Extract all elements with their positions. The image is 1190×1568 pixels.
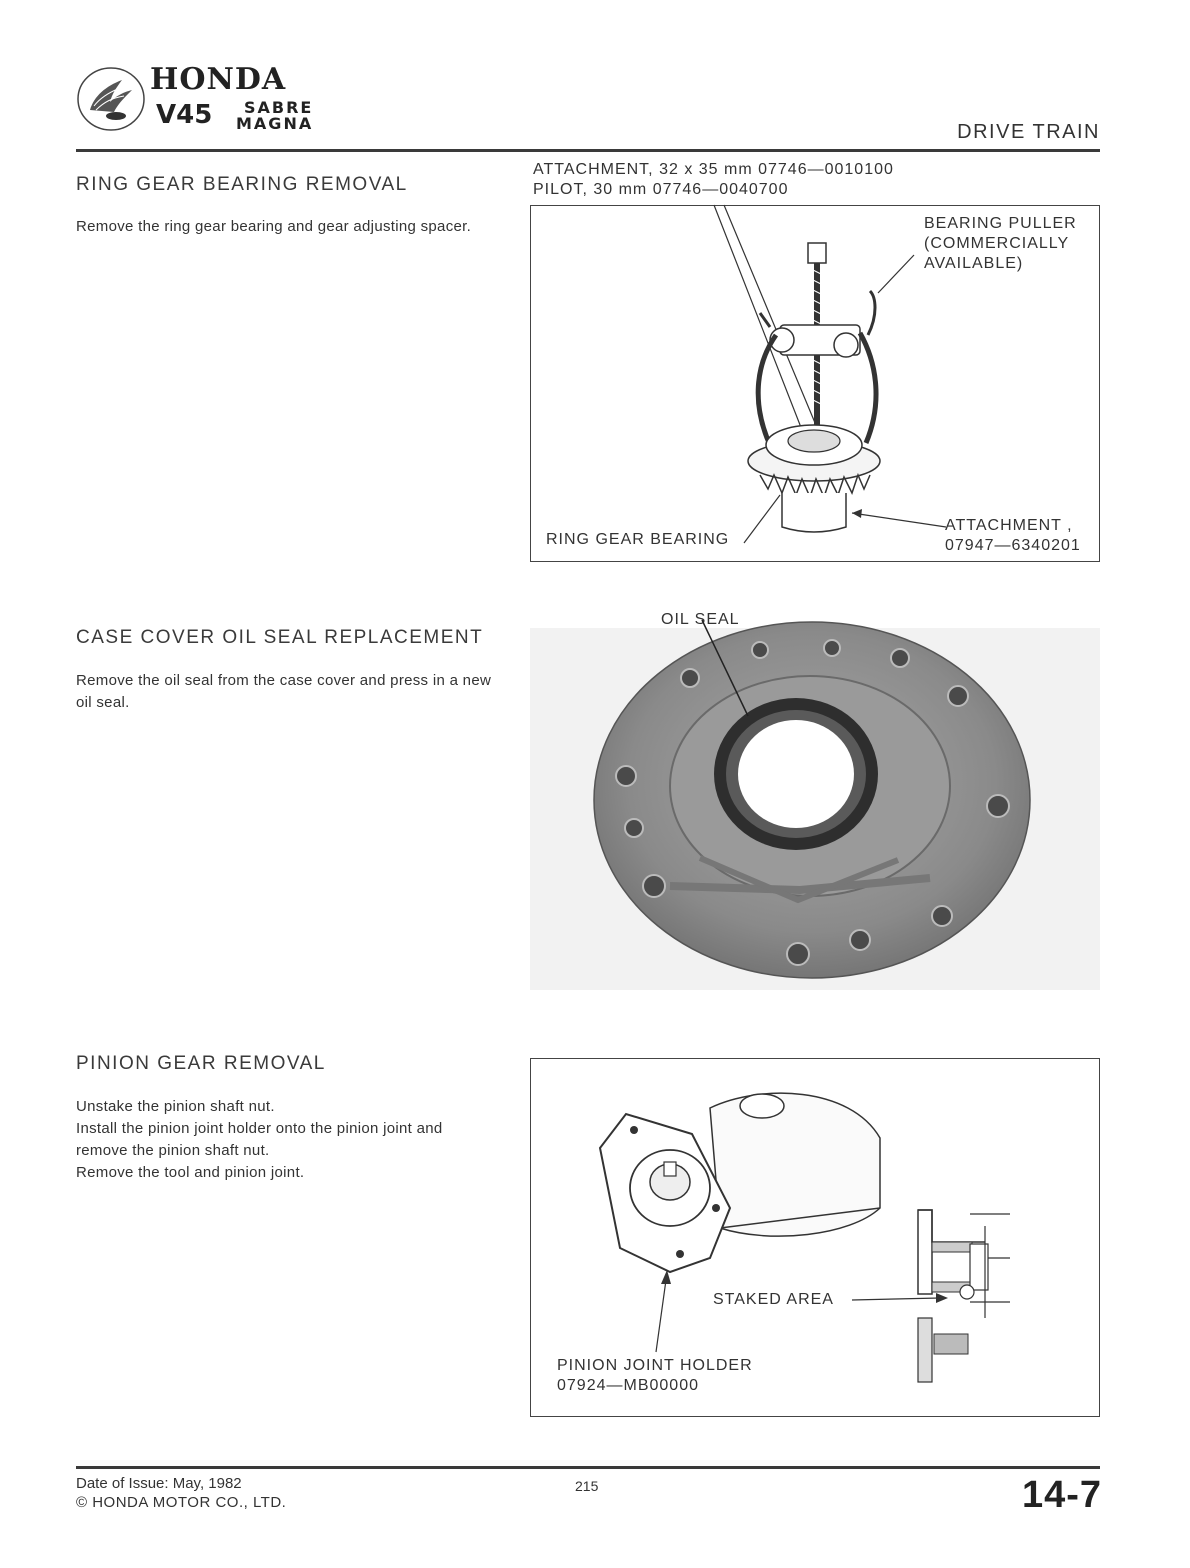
- section-title: RING GEAR BEARING REMOVAL: [76, 174, 408, 195]
- case-cover-photo: [530, 628, 1100, 990]
- callout-attachment: [945, 516, 1081, 556]
- honda-wing-logo-icon: [76, 66, 146, 132]
- section-body: [76, 670, 496, 714]
- body-paragraph: Unstake the pinion shaft nut.: [76, 1098, 275, 1115]
- logo-sub-magna: MAGNA: [236, 114, 314, 133]
- logo-sub-sabre: SABRE: [244, 98, 314, 117]
- body-paragraph: Remove the ring gear bearing and gear adjusting spacer.: [76, 218, 472, 235]
- callout-line: ATTACHMENT ,: [945, 517, 1073, 534]
- callout-oil-seal: OIL SEAL: [661, 611, 740, 628]
- page-number: 215: [575, 1478, 599, 1494]
- section-body: [76, 1096, 496, 1184]
- callout-staked-area: STAKED AREA: [713, 1291, 834, 1308]
- callout-line: BEARING PULLER: [924, 215, 1077, 232]
- section-page-number: 14-7: [1021, 1474, 1102, 1516]
- callout-line: (COMMERCIALLY: [924, 235, 1070, 252]
- callout-bearing-puller: [924, 214, 1077, 274]
- logo-model: V45: [156, 100, 213, 130]
- footer-rule: [76, 1466, 1100, 1469]
- logo-brand: HONDA: [150, 62, 287, 97]
- callout-pinion-joint-holder: [557, 1356, 753, 1396]
- section-heading: DRIVE TRAIN: [957, 121, 1100, 143]
- section-title: CASE COVER OIL SEAL REPLACEMENT: [76, 627, 484, 648]
- callout-line: AVAILABLE): [924, 255, 1024, 272]
- body-paragraph: Remove the oil seal from the case cover and press in a new oil seal.: [76, 672, 492, 711]
- callout-line: 07924—MB00000: [557, 1377, 699, 1394]
- header-rule: [76, 149, 1100, 152]
- callout-line: PINION JOINT HOLDER: [557, 1357, 753, 1374]
- body-paragraph: Install the pinion joint holder onto the pinion joint and remove the pinion shaft nut.: [76, 1120, 443, 1159]
- figure-top-label: PILOT, 30 mm 07746—0040700: [533, 181, 789, 198]
- date-of-issue: Date of Issue: May, 1982: [76, 1475, 242, 1492]
- section-body: [76, 216, 496, 238]
- body-paragraph: Remove the tool and pinion joint.: [76, 1164, 305, 1181]
- callout-line: 07947—6340201: [945, 537, 1081, 554]
- copyright: © HONDA MOTOR CO., LTD.: [76, 1494, 287, 1511]
- callout-ring-gear-bearing: RING GEAR BEARING: [546, 531, 730, 548]
- section-title: PINION GEAR REMOVAL: [76, 1053, 326, 1074]
- figure-top-label: ATTACHMENT, 32 x 35 mm 07746—0010100: [533, 161, 894, 178]
